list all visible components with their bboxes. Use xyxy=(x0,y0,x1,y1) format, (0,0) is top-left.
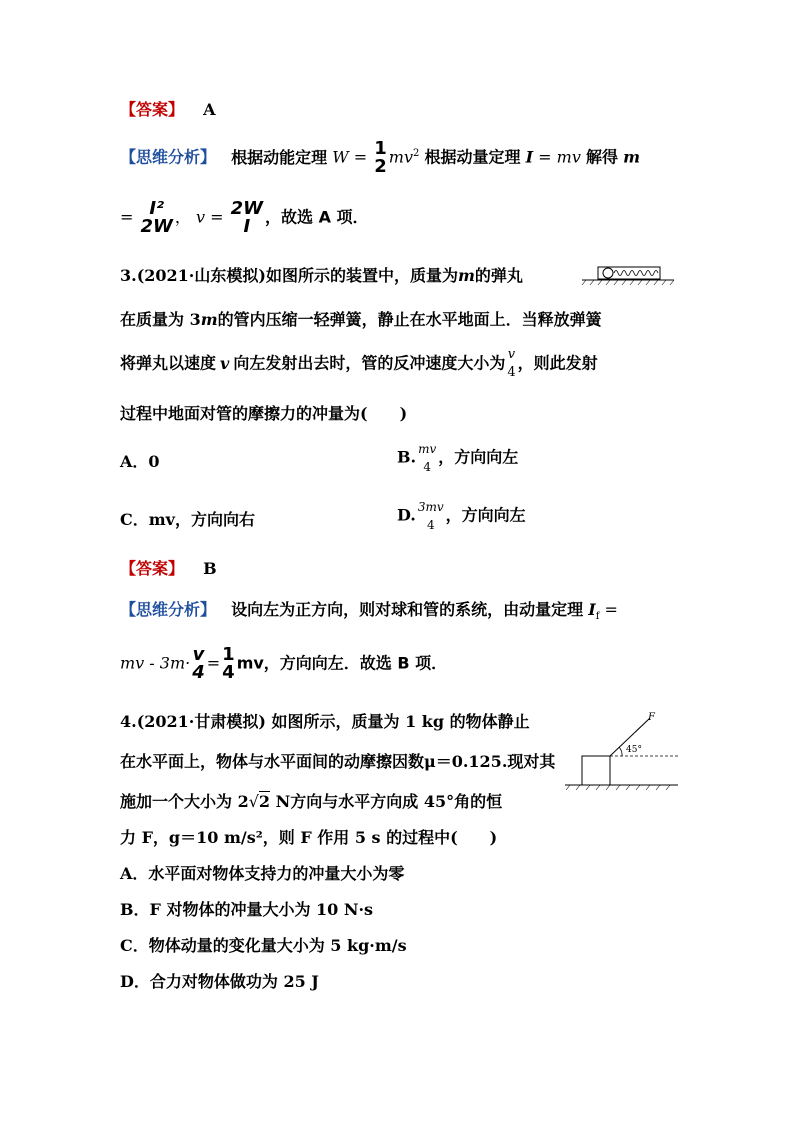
question-3-line-3: 将弹丸以速度 v 向左发射出去时，管的反冲速度大小为 v 4 ，则此发射 xyxy=(120,347,598,380)
question-4-line-2: 在水平面上，物体与水平面间的动摩擦因数μ＝0.125.现对其 xyxy=(120,752,556,771)
answer-tag: 【答案】 xyxy=(120,100,185,119)
answer-value: A xyxy=(203,100,216,119)
spring-tube-figure xyxy=(578,264,678,288)
force-label: F xyxy=(648,712,655,723)
answer-tag: 【答案】 xyxy=(120,559,185,578)
analysis-tag: 【思维分析】 xyxy=(120,147,217,167)
question-4-line-4: 力 F，g＝10 m/s²，则 F 作用 5 s 的过程中( ) xyxy=(120,828,498,847)
question-3-line-4: 过程中地面对管的摩擦力的冲量为( ) xyxy=(120,404,408,423)
answer-line-1 xyxy=(120,100,216,120)
block-force-figure xyxy=(560,710,680,795)
analysis-tag: 【思维分析】 xyxy=(120,600,217,619)
option-b[interactable]: B. mv 4 ，方向向左 xyxy=(397,442,519,474)
fraction-i2-over-2w: I² 2W xyxy=(140,198,173,237)
analysis-2-line-2: mv - 3m· v 4 = 1 4 mv，方向向左．故选 B 项． xyxy=(120,644,448,683)
question-4-line-3: 施加一个大小为 2√2 N方向与水平方向成 45°角的恒 xyxy=(120,792,503,811)
fraction-v-over-4: v 4 xyxy=(507,347,516,380)
option-a[interactable]: A．0 xyxy=(120,452,160,471)
fraction-half: 1 2 xyxy=(374,138,387,177)
analysis-line-1: 【思维分析】 根据动能定理 W = 1 2 $mv^2$ 根据动量定理 I = mv 解得 m xyxy=(120,138,641,177)
q4-option-b[interactable]: B．F 对物体的冲量大小为 10 N·s xyxy=(120,900,374,919)
angle-label: 45° xyxy=(626,745,642,755)
analysis-2-line-1: 【思维分析】 设向左为正方向，则对球和管的系统，由动量定理 $I_f$ = xyxy=(120,600,618,623)
option-c[interactable]: C．mv，方向向右 xyxy=(120,510,255,529)
analysis-line-2: = I² 2W ， v = 2W I ，故选 A 项． xyxy=(120,198,369,237)
fraction-2w-over-i: 2W I xyxy=(230,198,264,237)
option-d[interactable]: D. 3mv 4 ，方向向左 xyxy=(397,500,526,532)
answer-value: B xyxy=(203,559,217,578)
q4-option-c[interactable]: C．物体动量的变化量大小为 5 kg·m/s xyxy=(120,936,407,955)
question-4-line-1: 4.(2021·甘肃模拟) 如图所示，质量为 1 kg 的物体静止 xyxy=(120,712,530,731)
question-3-line-1: 3.(2021·山东模拟)如图所示的装置中，质量为m的弹丸 xyxy=(120,266,523,285)
answer-line-2 xyxy=(120,559,217,579)
question-3-line-2: 在质量为 3m的管内压缩一轻弹簧，静止在水平地面上．当释放弹簧 xyxy=(120,310,602,329)
q4-option-d[interactable]: D．合力对物体做功为 25 J xyxy=(120,972,319,991)
q4-option-a[interactable]: A．水平面对物体支持力的冲量大小为零 xyxy=(120,864,405,883)
